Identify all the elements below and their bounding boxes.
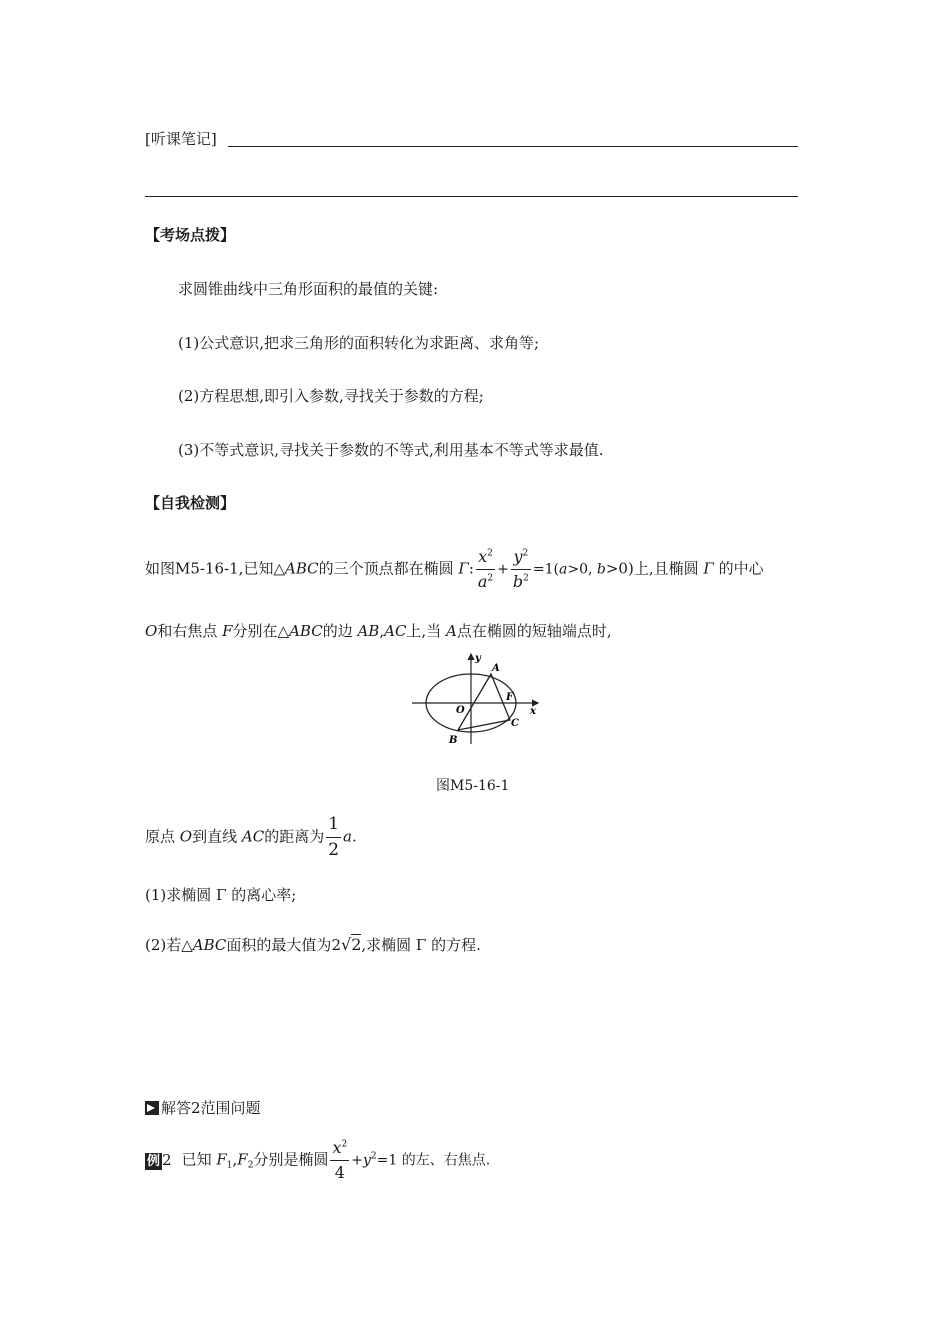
tips-intro: 求圆锥曲线中三角形面积的最值的关键: xyxy=(178,280,439,298)
fraction-x2-a2 xyxy=(476,549,495,590)
gamma: Γ xyxy=(703,559,714,578)
example-number: 2 xyxy=(162,1150,172,1169)
text: 和右焦点 xyxy=(157,622,223,640)
f-var: F xyxy=(222,622,233,640)
cond-a: a xyxy=(558,561,568,578)
sub-2: 2 xyxy=(247,1160,254,1171)
colon: : xyxy=(468,559,474,578)
abc: ABC xyxy=(289,622,323,640)
text: >0)上,且椭圆 xyxy=(605,559,704,578)
sep: , xyxy=(232,1150,238,1169)
exp: 2 xyxy=(370,1151,377,1162)
text: 分别在△ xyxy=(232,622,290,640)
f2: F xyxy=(237,1150,248,1169)
ab: AB xyxy=(357,622,380,640)
o-var: O xyxy=(145,622,158,640)
text: 的中心 xyxy=(713,559,764,578)
abc: ABC xyxy=(284,559,319,578)
label-O: O xyxy=(456,705,465,716)
x-var: x xyxy=(332,1138,342,1157)
problem-line-2 xyxy=(145,620,612,641)
exp: 2 xyxy=(341,1139,348,1150)
exp: 2 xyxy=(522,548,529,559)
fraction-x2-4 xyxy=(330,1140,349,1181)
ac: AC xyxy=(384,622,407,640)
text: 上,当 xyxy=(406,622,446,640)
comma: , xyxy=(379,622,385,640)
tips-item-2: (2)方程思想,即引入参数,寻找关于参数的方程; xyxy=(178,387,484,405)
label-y: y xyxy=(475,653,481,664)
text: 的距离为 xyxy=(264,827,325,846)
sub-1: 1 xyxy=(226,1160,233,1171)
cond-b: b xyxy=(596,561,606,578)
label-A: A xyxy=(492,663,500,674)
ellipse-figure xyxy=(410,648,545,748)
sqrt-sign: √ xyxy=(340,935,352,954)
text: ,求椭圆 Γ 的方程. xyxy=(361,936,481,954)
selfcheck-heading: 【自我检测】 xyxy=(145,494,236,512)
example-badge: 例 xyxy=(147,1153,161,1169)
a-point: A xyxy=(445,622,457,640)
notes-label: [听课笔记] xyxy=(145,130,217,148)
section-2-title xyxy=(145,1097,261,1118)
eq: =1( xyxy=(532,561,559,578)
section-title-text: 解答2范围问题 xyxy=(161,1099,261,1117)
text: =1 的左、右焦点. xyxy=(376,1152,491,1169)
a-var: a xyxy=(477,572,488,591)
question-2 xyxy=(145,934,481,955)
text: 如图M5-16-1,已知△ xyxy=(145,559,285,578)
example-2-line xyxy=(145,1140,490,1182)
text: 已知 xyxy=(181,1150,217,1169)
problem-line-3 xyxy=(145,816,357,859)
fraction-y2-b2 xyxy=(511,549,531,590)
numerator: 1 xyxy=(326,816,341,838)
ac: AC xyxy=(241,827,265,846)
cond-mid: >0, xyxy=(567,561,597,578)
label-x: x xyxy=(530,706,536,717)
notes-line-2 xyxy=(145,196,798,197)
text: 点在椭圆的短轴端点时, xyxy=(456,622,612,640)
plus: + xyxy=(497,561,509,578)
label-B: B xyxy=(449,735,458,746)
figure-caption: 图M5-16-1 xyxy=(436,778,510,794)
tips-item-1: (1)公式意识,把求三角形的面积转化为求距离、求角等; xyxy=(178,334,540,352)
abc: ABC xyxy=(192,936,227,954)
exp: 2 xyxy=(523,573,529,584)
y-var: y xyxy=(362,1152,371,1169)
f1: F xyxy=(216,1150,227,1169)
b-var: b xyxy=(512,572,524,591)
text: 面积的最大值为 xyxy=(226,936,332,954)
radicand: 2 xyxy=(351,935,362,954)
text: (2)若△ xyxy=(145,936,193,954)
notes-line-1 xyxy=(228,146,798,147)
fraction-one-half xyxy=(326,816,341,859)
text: 的三个顶点都在椭圆 xyxy=(318,559,459,578)
exp: 2 xyxy=(487,573,494,584)
denominator: 4 xyxy=(334,1163,345,1182)
x-var: x xyxy=(478,547,488,566)
period: . xyxy=(351,827,357,846)
denominator: 2 xyxy=(328,840,340,860)
label-F: F xyxy=(506,692,514,703)
tips-heading: 【考场点拨】 xyxy=(145,226,236,244)
label-C: C xyxy=(511,718,519,729)
text: 到直线 xyxy=(192,827,242,846)
text: 原点 xyxy=(145,827,180,846)
section-marker-icon xyxy=(145,1101,159,1115)
question-1: (1)求椭圆 Γ 的离心率; xyxy=(145,886,297,904)
gamma: Γ xyxy=(458,559,469,578)
text: 分别是椭圆 xyxy=(253,1150,329,1169)
a-var: a xyxy=(343,827,352,846)
y-var: y xyxy=(513,547,523,566)
problem-line-1 xyxy=(145,549,764,590)
plus: + xyxy=(351,1152,363,1169)
tips-item-3: (3)不等式意识,寻找关于参数的不等式,利用基本不等式等求最值. xyxy=(178,441,604,459)
value: 2 xyxy=(331,936,341,954)
o-var: O xyxy=(179,827,193,846)
text: 的边 xyxy=(322,622,358,640)
exp: 2 xyxy=(487,548,493,559)
